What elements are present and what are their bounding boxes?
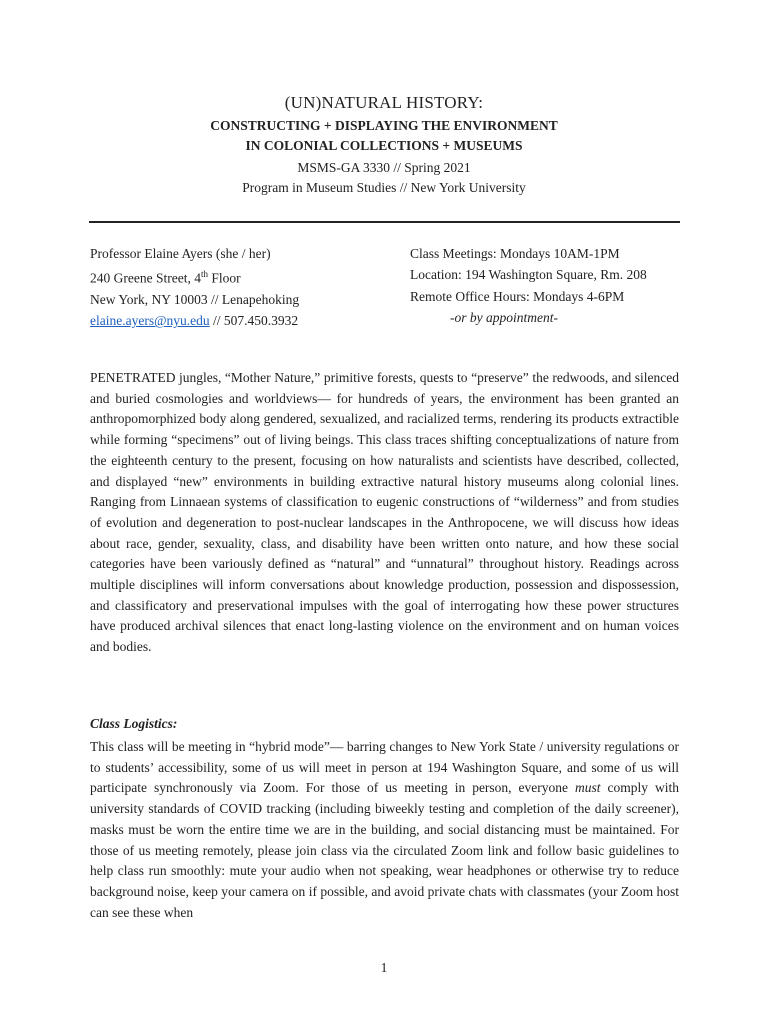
course-code: MSMS-GA 3330 // Spring 2021 <box>297 160 471 175</box>
meeting-info <box>410 243 690 328</box>
course-subtitle-line2: IN COLONIAL COLLECTIONS + MUSEUMS <box>245 138 523 153</box>
class-location: Location: 194 Washington Square, Rm. 208 <box>410 267 647 283</box>
instructor-address-line1 <box>90 264 390 289</box>
instructor-info <box>90 243 390 332</box>
logistics-text-part2: comply with university standards of COVID tracking (including biweekly testing and completion of the daily screener), masks must be worn the entire time we are in the building, and social distancing must be maintained. For those of us meeting remotely, please join class via the circulated Zoom link and follow basic guidelines to help class run smoothly: mute your audio when not speaking, wear headphones or otherwise try to reduce background noise, keep your camera on if possible, and avoid private chats with classmates (your Zoom host can see these when <box>90 780 680 920</box>
instructor-phone: // 507.450.3932 <box>209 313 299 329</box>
logistics-paragraph <box>90 737 679 923</box>
address-street: 240 Greene Street, 4 <box>90 270 201 286</box>
program-name: Program in Museum Studies // New York University <box>242 180 526 195</box>
instructor-address-line2: New York, NY 10003 // Lenapehoking <box>90 292 300 308</box>
header-divider <box>89 221 680 223</box>
page-number: 1 <box>380 960 388 975</box>
instructor-name: Professor Elaine Ayers (she / her) <box>90 246 271 261</box>
class-meetings: Class Meetings: Mondays 10AM-1PM <box>410 246 620 261</box>
logistics-emphasis: must <box>575 780 601 796</box>
course-description: PENETRATED jungles, “Mother Nature,” primitive forests, quests to “preserve” the redwoods, and silenced and buried cosmologies and worldviews— for hundreds of years, the environment has been granted an anthropomorphized body along gendered, sexualized, and racialized terms, rendering its products extractible while forming “specimens” out of living beings. This class traces shifting conceptualizations of nature from the eighteenth century to the present, focusing on how naturalists and scientists have described, collected, and displayed “new” environments in building extractive natural history museums along colonial lines. Ranging from Linnaean systems of classification to eugenic constructions of “wilderness” and from studies of evolution and degeneration to post-nuclear landscapes in the Anthropocene, we will discuss how ideas about race, gender, sexuality, class, and disability have been written onto nature, and how these social categories have been variously defined as “natural” and “unnatural” throughout history. Readings across multiple disciplines will inform conversations about knowledge production, possession and dispossession, and classificatory and preservational impulses with the goal of interrogating how these power structures have produced archival silences that enact long-lasting violence on the environment and on human voices and bodies. <box>90 370 679 655</box>
instructor-email-link[interactable]: elaine.ayers@nyu.edu <box>90 313 210 329</box>
address-floor: Floor <box>207 270 241 286</box>
course-title: (UN)NATURAL HISTORY: <box>284 93 484 112</box>
appointment-note: -or by appointment- <box>450 309 558 325</box>
course-subtitle-line1: CONSTRUCTING + DISPLAYING THE ENVIRONMENT <box>210 118 558 133</box>
logistics-text-part1: This class will be meeting in “hybrid mode”— barring changes to New York State / university regulations or to students’ accessibility, some of us will meet in person at 194 Washington Square, and some of us will participate synchronously via Zoom. For those of us meeting in person, everyone <box>90 739 679 796</box>
logistics-heading: Class Logistics: <box>90 716 178 731</box>
address-ordinal: th <box>200 269 208 280</box>
instructor-contact <box>90 310 390 331</box>
office-hours: Remote Office Hours: Mondays 4-6PM <box>410 288 625 304</box>
